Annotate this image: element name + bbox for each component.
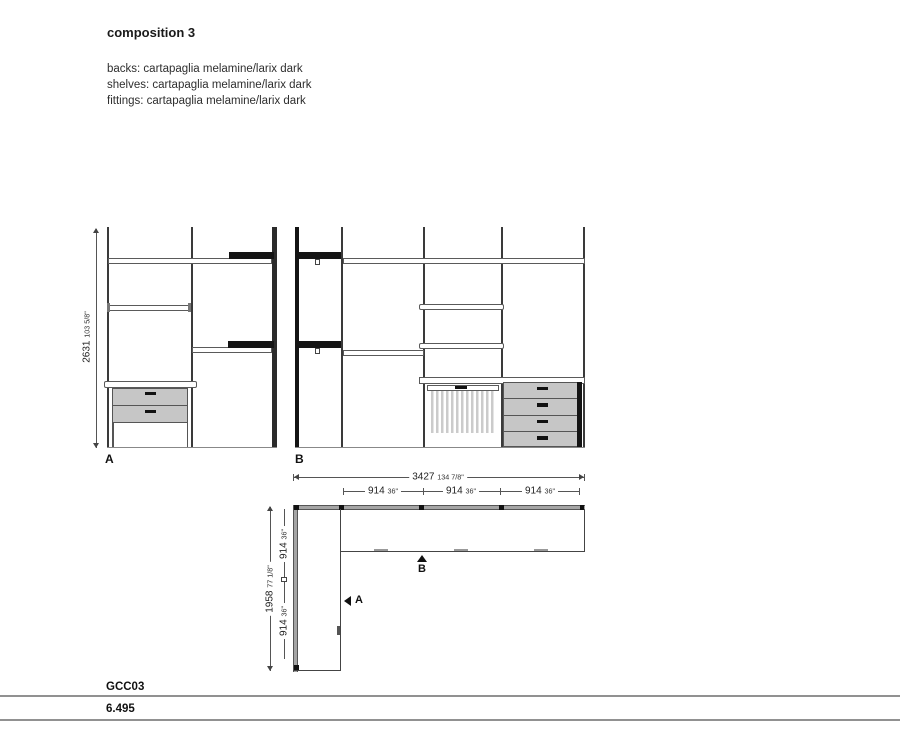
dim-leg1-label bbox=[279, 526, 290, 562]
plan-side-wall bbox=[293, 505, 298, 672]
a-left-shelf-cap-r bbox=[188, 303, 191, 312]
dim-total-width-arrow-r bbox=[579, 474, 584, 480]
footer-rule-1 bbox=[0, 695, 900, 697]
elevation-b-label: B bbox=[295, 452, 304, 466]
b-baseline bbox=[295, 447, 585, 448]
dim-height-label bbox=[82, 308, 93, 366]
a-mid-hanging-rail bbox=[228, 341, 274, 348]
a-drawer-leg-right bbox=[187, 423, 189, 447]
dim-depth-label bbox=[265, 562, 276, 616]
b-drawer-divider-1 bbox=[503, 398, 581, 399]
dim-mod-tick-1 bbox=[343, 488, 344, 495]
a-right-corner-panel bbox=[272, 227, 277, 448]
view-a-marker: A bbox=[355, 594, 363, 606]
plan-support-tick-2 bbox=[454, 549, 468, 552]
a-top-hanging-rail bbox=[229, 252, 274, 259]
b-left-corner-panel bbox=[295, 227, 299, 448]
plan-leg-edge-tick bbox=[337, 626, 340, 635]
dim-total-width-label bbox=[409, 472, 467, 483]
materials-list bbox=[107, 61, 312, 109]
a-baseline bbox=[107, 447, 277, 448]
plan-fix-6 bbox=[294, 665, 299, 670]
plan-back-wall bbox=[293, 505, 585, 510]
dim-height-line bbox=[96, 229, 97, 448]
dim-mod-tick-4 bbox=[579, 488, 580, 495]
plan-fix-1 bbox=[294, 505, 299, 510]
view-a-arrow-icon bbox=[344, 596, 351, 606]
dim-mod3-mm: 914 bbox=[524, 485, 542, 497]
dim-height-in: 103 5/8" bbox=[82, 311, 92, 338]
plan-fix-4 bbox=[499, 505, 504, 510]
b-drawer-handle-1 bbox=[537, 387, 548, 391]
a-left-shelf-cap-l bbox=[107, 303, 110, 312]
b-col3-shelf-upper bbox=[419, 304, 504, 310]
dim-leg1-in: 36" bbox=[279, 528, 289, 540]
dim-mod1-mm: 914 bbox=[367, 485, 385, 497]
plan-run-right-edge bbox=[584, 510, 586, 551]
a-drawer-top-shelf bbox=[104, 381, 197, 388]
b-col2-shelf bbox=[343, 350, 424, 356]
b-drawer-divider-2 bbox=[503, 415, 581, 416]
b-trouser-rack-handle bbox=[455, 386, 467, 389]
dim-total-width-in: 134 7/8" bbox=[437, 472, 464, 482]
dim-mod3-label bbox=[522, 486, 558, 497]
b-corner-rail-mid bbox=[299, 341, 341, 348]
dim-depth-arrow-top bbox=[267, 506, 273, 511]
a-left-shelf bbox=[108, 305, 191, 311]
a-drawer-handle-1 bbox=[145, 392, 156, 395]
dim-leg2-label bbox=[279, 603, 290, 639]
dim-total-width-tick-r bbox=[584, 474, 585, 481]
dim-depth-mm: 1958 bbox=[264, 590, 276, 613]
dim-mod-tick-2 bbox=[423, 488, 424, 495]
plan-support-tick-1 bbox=[374, 549, 388, 552]
b-corner-rail-top-bracket bbox=[315, 259, 320, 265]
b-corner-rail-top bbox=[299, 252, 341, 259]
dim-leg2-mm: 914 bbox=[278, 619, 290, 637]
b-drawer-handle-4 bbox=[537, 436, 548, 440]
b-drawer-handle-3 bbox=[537, 420, 548, 424]
dim-mod1-label bbox=[365, 486, 401, 497]
plan-fix-3 bbox=[419, 505, 424, 510]
view-b-marker: B bbox=[418, 563, 426, 575]
b-corner-rail-mid-bracket bbox=[315, 348, 320, 354]
dim-depth-in: 77 1/8" bbox=[265, 565, 275, 588]
plan-support-tick-3 bbox=[534, 549, 548, 552]
view-b-arrow-icon bbox=[417, 555, 427, 562]
b-drawer-handle-2 bbox=[537, 403, 548, 407]
b-col3-shelf-lower bbox=[419, 343, 504, 349]
dim-mod2-label bbox=[443, 486, 479, 497]
material-backs: backs: cartapaglia melamine/larix dark bbox=[107, 63, 303, 75]
dim-leg2-in: 36" bbox=[279, 605, 289, 617]
dim-mod3-in: 36" bbox=[544, 486, 556, 496]
a-drawer-handle-2 bbox=[145, 410, 156, 413]
elevation-a-label: A bbox=[105, 452, 114, 466]
footer-rule-2 bbox=[0, 719, 900, 721]
dim-height-mm: 2631 bbox=[81, 340, 93, 363]
plan-leg-bottom-edge bbox=[293, 670, 341, 671]
dim-height-arrow-bottom bbox=[93, 443, 99, 448]
plan-leg-front-edge bbox=[340, 509, 342, 671]
dim-leg1-mm: 914 bbox=[278, 542, 290, 560]
plan-fix-5 bbox=[580, 505, 585, 510]
b-drawer-divider-3 bbox=[503, 431, 581, 432]
dim-mod-tick-3 bbox=[500, 488, 501, 495]
material-shelves: shelves: cartapaglia melamine/larix dark bbox=[107, 79, 312, 91]
product-price: 6.495 bbox=[106, 703, 135, 715]
material-fittings: fittings: cartapaglia melamine/larix dark bbox=[107, 95, 306, 107]
dim-total-width-arrow-l bbox=[294, 474, 299, 480]
b-drawer-unit-side-panel bbox=[577, 382, 582, 447]
product-code: GCC03 bbox=[106, 681, 145, 693]
b-top-shelf bbox=[343, 258, 585, 264]
a-drawer-leg-left bbox=[112, 423, 114, 447]
dim-depth-arrow-bottom bbox=[267, 666, 273, 671]
a-drawer-divider bbox=[112, 405, 188, 406]
page-title: composition 3 bbox=[107, 25, 196, 40]
dim-total-width-mm: 3427 bbox=[412, 471, 435, 483]
dim-mod2-in: 36" bbox=[465, 486, 477, 496]
b-trouser-rack-stripes bbox=[431, 391, 495, 433]
dim-height-arrow-top bbox=[93, 228, 99, 233]
dim-mod1-in: 36" bbox=[387, 486, 399, 496]
dim-mod2-mm: 914 bbox=[445, 485, 463, 497]
